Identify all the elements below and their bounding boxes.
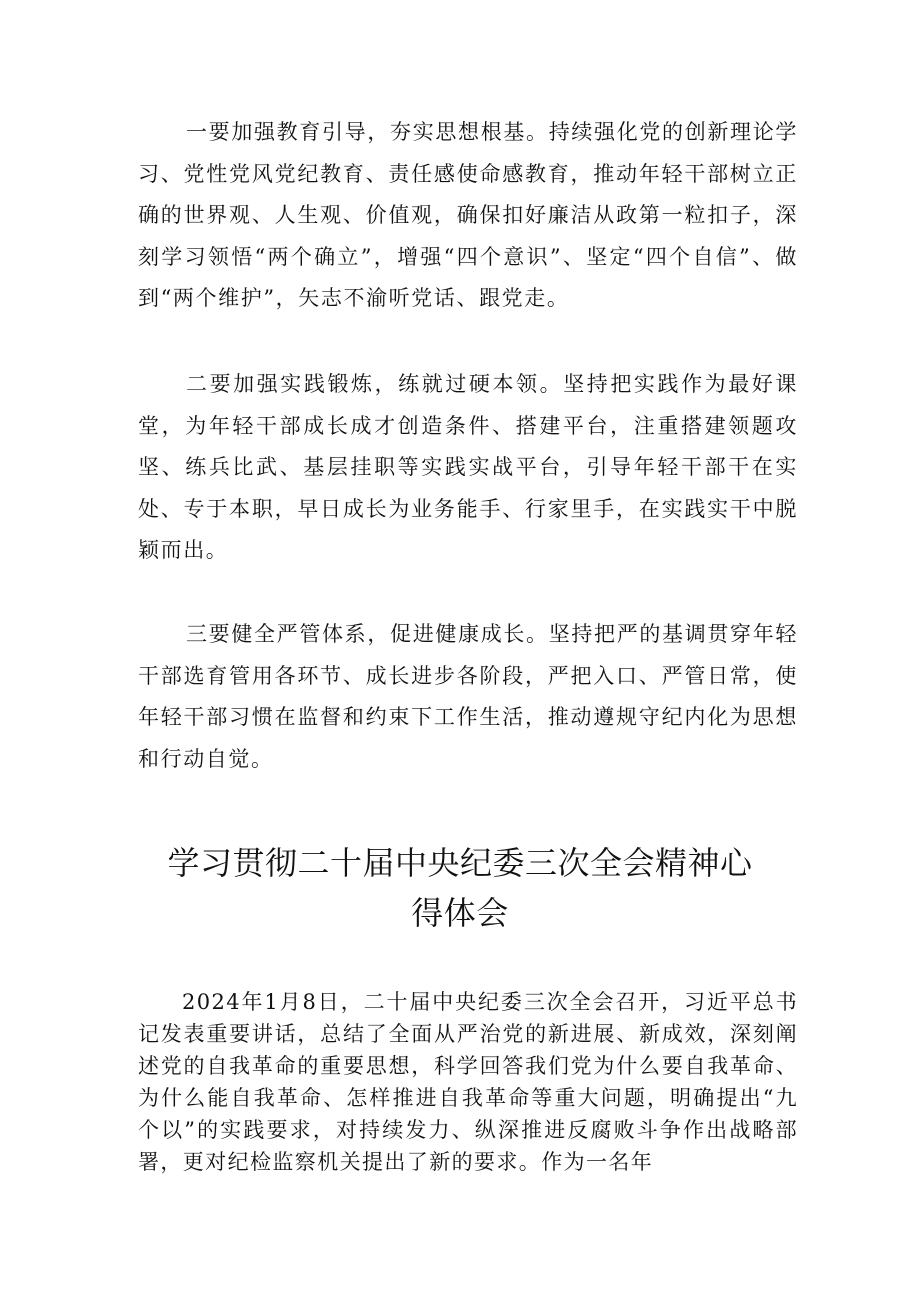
article-title-line-1: 学习贯彻二十届中央纪委三次全会精神心 [167,844,753,882]
paragraph-practice-training: 二要加强实践锻炼，练就过硬本领。坚持把实践作为最好课堂，为年轻干部成长成才创造条件、搭建平台，注重搭建领题攻坚、练兵比武、基层挂职等实践实战平台，引导年轻干部干在实处、专于本职，早日成长为业务能手、行家里手，在实践实干中脱颖而出。 [138,372,798,562]
paragraph-strict-management: 三要健全严管体系，促进健康成长。坚持把严的基调贯穿年轻干部选育管用各环节、成长进步各阶段，严把入口、严管日常，使年轻干部习惯在监督和约束下工作生活，推动遵规守纪内化为思想和行动自觉。 [138,622,798,771]
article-title [100,838,820,938]
article-intro-paragraph: 2024年1月8日，二十届中央纪委三次全会召开，习近平总书记发表重要讲话，总结了全面从严治党的新进展、新成效，深刻阐述党的自我革命的重要思想，科学回答我们党为什么要自我革命、为什么能自我革命、怎样推进自我革命等重大问题，明确提出“九个以”的实践要求，对持续发力、纵深推进反腐败斗争作出战略部署，更对纪检监察机关提出了新的要求。作为一名年 [138,990,798,1174]
paragraph-education-guidance: 一要加强教育引导，夯实思想根基。持续强化党的创新理论学习、党性党风党纪教育、责任感使命感教育，推动年轻干部树立正确的世界观、人生观、价值观，确保扣好廉洁从政第一粒扣子，深刻学习领悟“两个确立”，增强“四个意识”、坚定“四个自信”、做到“两个维护”，矢志不渝听党话、跟党走。 [138,120,798,310]
article-title-line-2: 得体会 [411,894,509,932]
